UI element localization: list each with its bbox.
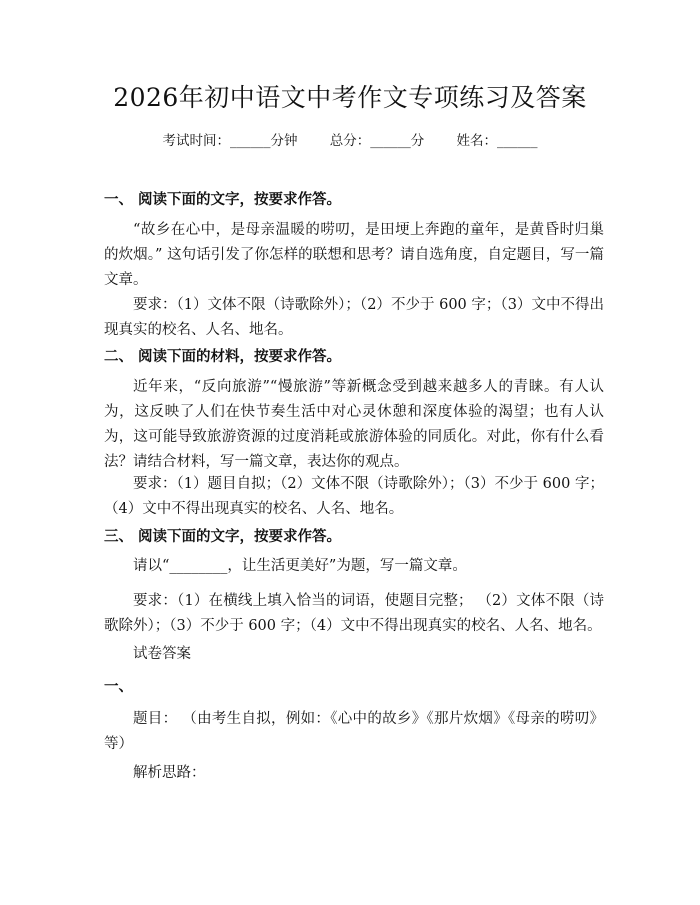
section-3-title: 阅读下面的文字，按要求作答。 xyxy=(138,528,341,545)
section-3-heading xyxy=(104,526,341,548)
section-2-prompt: 近年来，“反向旅游”“慢旅游”等新概念受到越来越多人的青睐。有人认为，这反映了人们在快节奏生活中对心灵休憩和深度体验的渴望；也有人认为，这可能导致旅游资源的过度消耗或旅游体验的同质化。对此，你有什么看法？请结合材料，写一篇文章，表达你的观点。 xyxy=(104,379,604,470)
section-1-title: 阅读下面的文字，按要求作答。 xyxy=(138,191,341,208)
section-3-number: 三、 xyxy=(104,528,133,545)
section-2-number: 二、 xyxy=(104,348,133,365)
section-3-prompt: 请以“________，让生活更美好”为题，写一篇文章。 xyxy=(133,558,467,574)
answer-1-analysis-label: 解析思路： xyxy=(133,765,206,781)
exam-meta xyxy=(0,131,700,151)
section-2-heading xyxy=(104,346,341,368)
section-1-heading xyxy=(104,189,341,211)
section-3-requirements: 要求：（1）在横线上填入恰当的词语，使题目完整； （2）文体不限（诗歌除外）；（3）不少于 600 字；（4）文中不得出现真实的校名、人名、地名。 xyxy=(104,593,604,634)
exam-score: 总分：______分 xyxy=(329,133,425,149)
section-1-number: 一、 xyxy=(104,191,133,208)
section-2-title: 阅读下面的材料，按要求作答。 xyxy=(138,348,341,365)
section-1-requirements: 要求：（1）文体不限（诗歌除外）；（2）不少于 600 字；（3）文中不得出现真实的校名、人名、地名。 xyxy=(104,297,604,338)
answer-1-number: 一、 xyxy=(104,678,133,695)
exam-time: 考试时间：______分钟 xyxy=(162,133,298,149)
page-title: 2026年初中语文中考作文专项练习及答案 xyxy=(113,83,587,112)
section-1-prompt: “故乡在心中，是母亲温暖的唠叨，是田埂上奔跑的童年，是黄昏时归巢的炊烟。” 这句话引发了你怎样的联想和思考？请自选角度，自定题目，写一篇文章。 xyxy=(104,222,604,288)
answer-1-topic: 题目： （由考生自拟，例如：《心中的故乡》《那片炊烟》《母亲的唠叨》等） xyxy=(104,711,604,752)
exam-name: 姓名：______ xyxy=(456,133,538,149)
answers-header: 试卷答案 xyxy=(133,646,191,662)
section-2-requirements: 要求：（1）题目自拟；（2）文体不限（诗歌除外）；（3）不少于 600 字；（4）文中不得出现真实的校名、人名、地名。 xyxy=(104,476,604,517)
